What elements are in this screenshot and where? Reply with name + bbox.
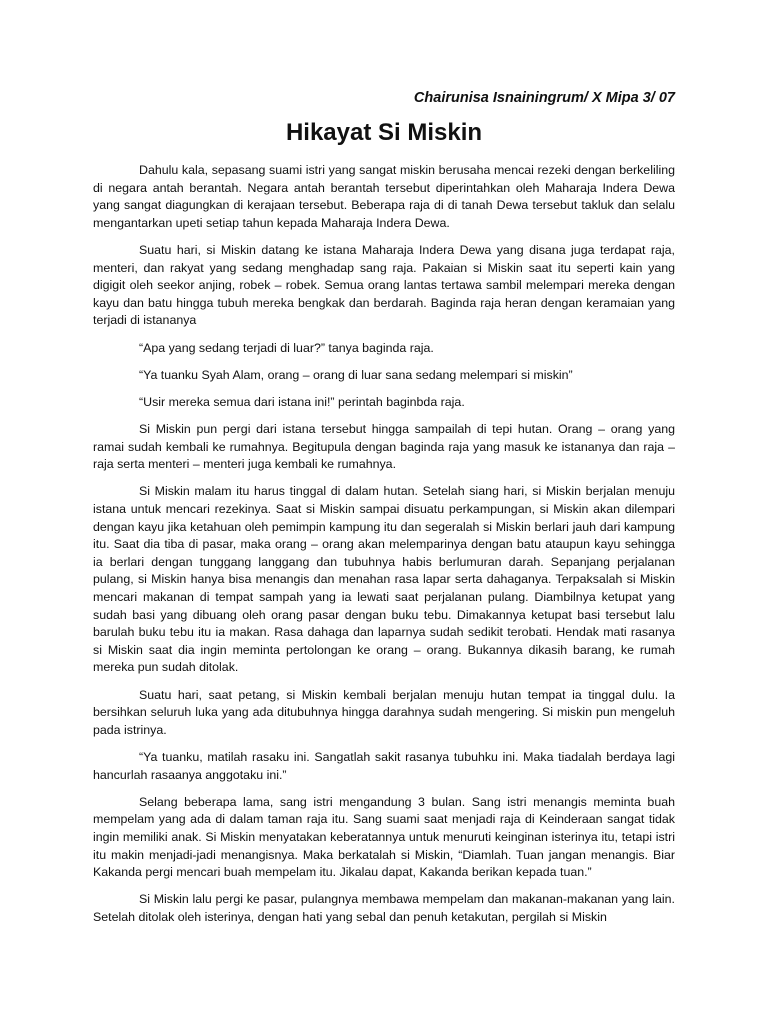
paragraph: Si Miskin lalu pergi ke pasar, pulangnya membawa mempelam dan makanan-makanan yang lain. Setelah ditolak oleh isterinya, dengan hati yang sebal dan penuh ketakutan, pergilah si Miskin <box>93 892 675 924</box>
paragraph: Si Miskin malam itu harus tinggal di dalam hutan. Setelah siang hari, si Miskin berjalan menuju istana untuk mencari rezekinya. Saat si Miskin sampai disuatu perkampungan, si Miskin akan dilempari dengan kayu jika ketahuan oleh pemimpin kampung itu dan segeralah si Miskin berlari jauh dari kampung itu. Saat dia tiba di pasar, maka orang – orang akan melemparinya dengan batu ataupun kayu sehingga ia berlari dengan tunggang langgang dan tubuhnya habis berlumuran darah. Sepanjang perjalanan pulang, si Miskin hanya bisa menangis dan menahan rasa lapar serta dahaganya. Terpaksalah si Miskin mencari makanan di tempat sampah yang ia lewati saat perjalanan pulang. Diambilnya ketupat yang sudah basi yang dibuang oleh orang pasar dengan buku tebu. Dimakannya ketupat basi tersebut lalu barulah buku tebu itu ia makan. Rasa dahaga dan laparnya sudah sedikit terobati. Hendak mati rasanya si Miskin saat dia ingin meminta pertolongan ke orang – orang. Bukannya dikasih barang, ke rumah mereka pun sudah ditolak. <box>93 484 675 675</box>
paragraph: Si Miskin pun pergi dari istana tersebut hingga sampailah di tepi hutan. Orang – orang yang ramai sudah kembali ke rumahnya. Begitupula dengan baginda raja yang masuk ke istananya dan raja – raja serta menteri – menteri juga kembali ke rumahnya. <box>93 422 675 472</box>
dialogue-line: “Ya tuanku, matilah rasaku ini. Sangatlah sakit rasanya tubuhku ini. Maka tiadalah berdaya lagi hancurlah rasaanya anggotaku ini.” <box>93 749 675 782</box>
author-line: Chairunisa Isnainingrum/ X Mipa 3/ 07 <box>413 90 675 106</box>
paragraph: Suatu hari, si Miskin datang ke istana Maharaja Indera Dewa yang disana juga terdapat raja, menteri, dan rakyat yang sedang menghadap sang raja. Pakaian si Miskin saat itu seperti kain yang digigit oleh seekor anjing, robek – robek. Semua orang lantas tertawa sambil melempari mereka dengan kayu dan batu hingga tubuh mereka bengkak dan berdarah. Baginda raja heran dengan keramaian yang terjadi di istananya <box>93 242 675 328</box>
dialogue-line: “Usir mereka semua dari istana ini!” perintah baginbda raja. <box>139 394 465 409</box>
paragraph: Dahulu kala, sepasang suami istri yang sangat miskin berusaha mencai rezeki dengan berkeliling di negara antah berantah. Negara antah berantah tersebut diperintahkan oleh Maharaja Indera Dewa yang sangat diagungkan di kerajaan tersebut. Beberapa raja di di tanah Dewa tersebut takluk dan selalu mengantarkan upeti setiap tahun kepada Maharaja Indera Dewa. <box>93 163 675 230</box>
paragraph: Selang beberapa lama, sang istri mengandung 3 bulan. Sang istri menangis meminta buah mempelam yang ada di dalam taman raja itu. Sang suami saat menjadi raja di Keinderaan sangat tidak ingin memiliki anak. Si Miskin menyatakan keberatannya untuk menuruti keinginan isterinya itu, tetapi istri itu makin menjadi-jadi menangisnya. Maka berkatalah si Miskin, “Diamlah. Tuan jangan menangis. Biar Kakanda pergi mencari buah mempelam itu. Jikalau dapat, Kakanda berikan kepada tuan.” <box>93 794 675 880</box>
paragraph: Suatu hari, saat petang, si Miskin kembali berjalan menuju hutan tempat ia tinggal dulu. Ia bersihkan seluruh luka yang ada ditubuhnya hingga darahnya sudah mengering. Si miskin pun mengeluh pada istrinya. <box>93 687 675 737</box>
dialogue-line: “Ya tuanku Syah Alam, orang – orang di luar sana sedang melempari si miskin” <box>139 367 573 382</box>
document-body <box>93 162 675 927</box>
document-title: Hikayat Si Miskin <box>285 119 483 146</box>
dialogue-line: “Apa yang sedang terjadi di luar?” tanya baginda raja. <box>139 340 434 355</box>
